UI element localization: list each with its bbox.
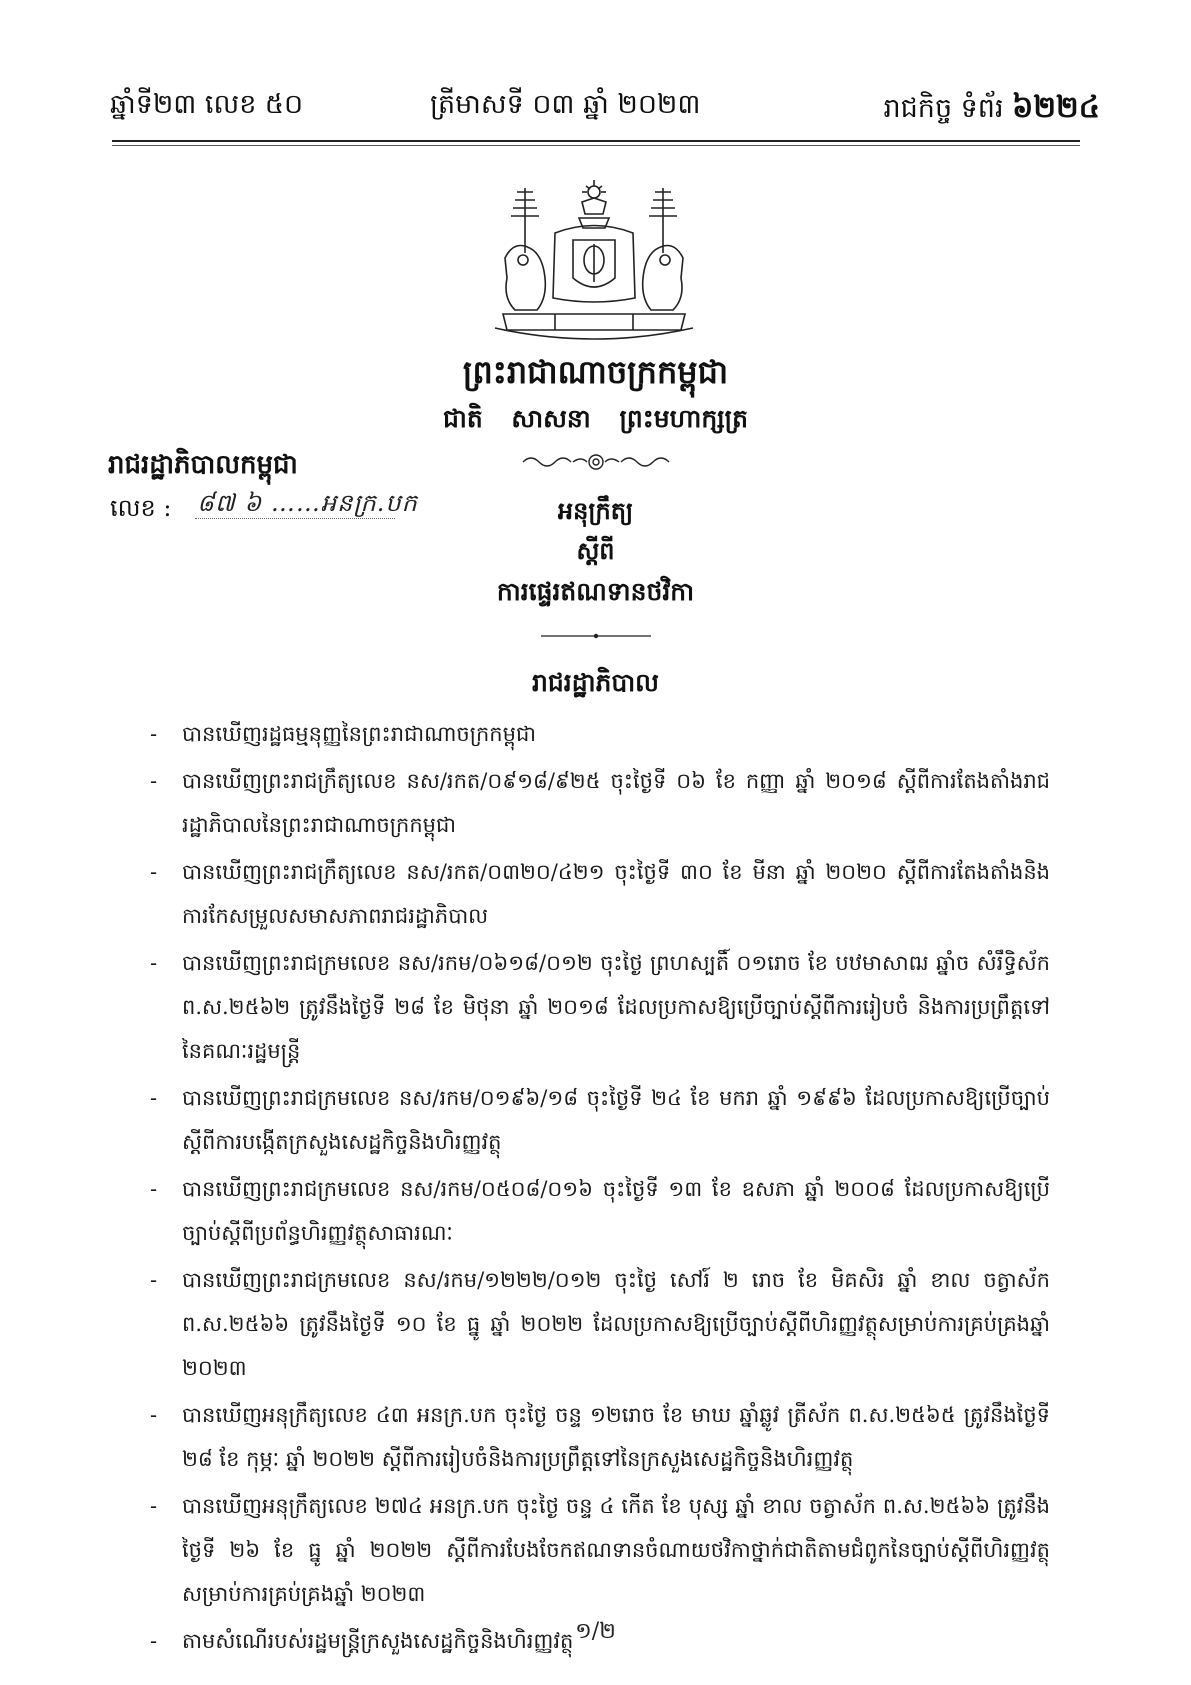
preamble-list	[150, 712, 1050, 1666]
page-number: ១/២	[575, 1619, 616, 1644]
list-bullet: -	[150, 1403, 158, 1427]
preamble-item	[150, 759, 1050, 847]
document-number-handwritten: ៨៧ ៦ ……អនក្រ.បក	[197, 489, 418, 517]
header-divider-thin	[112, 145, 1080, 146]
issuing-authority: រាជរដ្ឋាភិបាលកម្ពុជា	[108, 450, 298, 480]
document-type: អនុក្រឹត្យ	[557, 496, 634, 525]
preamble-text: បានឃើញព្រះរាជក្រមលេខ នស/រកម/០៥០៨/០១៦ ចុះថ្ងៃទី ១៣ ខែ ឧសភា ឆ្នាំ ២០០៨ ដែលប្រកាសឱ្យប្រើច្បាប់ស្តីពីប្រព័ន្ធហិរញ្ញវត្ថុសាធារណៈ	[182, 1177, 1050, 1245]
list-bullet: -	[150, 722, 158, 746]
list-bullet: -	[150, 769, 158, 793]
preamble-text: បានឃើញព្រះរាជក្រឹត្យលេខ នស/រកត/០៣២០/៤២១ ចុះថ្ងៃទី ៣០ ខែ មីនា ឆ្នាំ ២០២០ ស្តីពីការតែងតាំងនិងការកែសម្រួលសមាសភាពរាជរដ្ឋាភិបាល	[182, 860, 1050, 928]
preamble-text: បានឃើញព្រះរាជក្រមលេខ នស/រកម/១២២២/០១២ ចុះថ្ងៃ សៅរ៍ ២ រោច ខែ មិគសិរ ឆ្នាំ ខាល ចត្វាស័ក ព.ស.២៥៦៦ ត្រូវនឹងថ្ងៃទី ១០ ខែ ធ្នូ ឆ្នាំ ២០២២ ដែលប្រកាសឱ្យប្រើច្បាប់ស្តីពីហិរញ្ញវត្ថុសម្រាប់ការគ្រប់គ្រងឆ្នាំ ២០២៣	[182, 1268, 1050, 1380]
preamble-text: បានឃើញរដ្ឋធម្មនុញ្ញនៃព្រះរាជាណាចក្រកម្ពុជា	[182, 722, 536, 746]
list-bullet: -	[150, 951, 158, 975]
preamble-item	[150, 1076, 1050, 1164]
preamble-text: បានឃើញព្រះរាជក្រមលេខ នស/រកម/០៦១៨/០១២ ចុះថ្ងៃ ព្រហស្បតិ៍ ០១រោច ខែ បឋមាសាឍ ឆ្នាំច សំរឹទ្ធិស័ក ព.ស.២៥៦២ ត្រូវនឹងថ្ងៃទី ២៨ ខែ មិថុនា ឆ្នាំ ២០១៨ ដែលប្រកាសឱ្យប្រើច្បាប់ស្តីពីការរៀបចំ និងការប្រព្រឹត្តទៅនៃគណៈរដ្ឋមន្ត្រី	[182, 951, 1050, 1063]
royal-coat-of-arms-icon	[485, 178, 703, 348]
kingdom-motto: ជាតិ សាសនា ព្រះមហាក្សត្រ	[443, 404, 748, 433]
preamble-text: បានឃើញអនុក្រឹត្យលេខ ២៧៤ អនក្រ.បក ចុះថ្ងៃ ចន្ទ ៤ កើត ខែ បុស្ស ឆ្នាំ ខាល ចត្វាស័ក ព.ស.២៥៦៦ ត្រូវនឹងថ្ងៃទី ២៦ ខែ ធ្នូ ឆ្នាំ ២០២២ ស្តីពីការបែងចែកឥណទានចំណាយថវិកាថ្នាក់ជាតិតាមជំពូកនៃច្បាប់ស្តីពីហិរញ្ញវត្ថុសម្រាប់ការគ្រប់គ្រងឆ្នាំ ២០២៣	[182, 1494, 1050, 1606]
kingdom-title: ព្រះរាជាណាចក្រកម្ពុជា	[462, 353, 729, 391]
preamble-item	[150, 1393, 1050, 1481]
document-subject: ការផ្ទេរឥណទានថវិកា	[496, 577, 695, 606]
list-bullet: -	[150, 1494, 158, 1518]
gazette-page-number: ៦២២៤	[1012, 90, 1100, 125]
preamble-item	[150, 941, 1050, 1073]
list-bullet: -	[150, 1086, 158, 1110]
gazette-quarter: ត្រីមាសទី ០៣ ឆ្នាំ ២០២៣	[430, 89, 701, 120]
preamble-item	[150, 1167, 1050, 1255]
header-divider	[112, 140, 1080, 142]
preamble-text: តាមសំណើរបស់រដ្ឋមន្ត្រីក្រសួងសេដ្ឋកិច្ចនិងហិរញ្ញវត្ថុ	[182, 1629, 574, 1653]
preamble-text: បានឃើញព្រះរាជក្រឹត្យលេខ នស/រកត/០៩១៨/៩២៥ ចុះថ្ងៃទី ០៦ ខែ កញ្ញា ឆ្នាំ ២០១៨ ស្តីពីការតែងតាំងរាជរដ្ឋាភិបាលនៃព្រះរាជាណាចក្រកម្ពុជា	[182, 769, 1050, 837]
list-bullet: -	[150, 1177, 158, 1201]
list-bullet: -	[150, 1268, 158, 1292]
divider-ornament-icon	[541, 631, 651, 641]
list-bullet: -	[150, 860, 158, 884]
preamble-text: បានឃើញព្រះរាជក្រមលេខ នស/រកម/០១៩៦/១៨ ចុះថ្ងៃទី ២៤ ខែ មករា ឆ្នាំ ១៩៩៦ ដែលប្រកាសឱ្យប្រើច្បាប់ស្តីពីការបង្កើតក្រសួងសេដ្ឋកិច្ចនិងហិរញ្ញវត្ថុ	[182, 1086, 1050, 1154]
document-about: ស្តីពី	[576, 536, 615, 565]
gazette-page-label: រាជកិច្ច ទំព័រ	[883, 93, 1004, 124]
gazette-header	[110, 88, 1100, 138]
decorative-ornament-icon	[521, 450, 671, 474]
section-heading: រាជរដ្ឋាភិបាល	[532, 668, 659, 697]
document-number-label: លេខ :	[110, 494, 172, 522]
preamble-item	[150, 1258, 1050, 1390]
list-bullet: -	[150, 1629, 158, 1653]
preamble-text: បានឃើញអនុក្រឹត្យលេខ ៤៣ អនក្រ.បក ចុះថ្ងៃ ចន្ទ ១២រោច ខែ មាឃ ឆ្នាំឆ្លូវ ត្រីស័ក ព.ស.២៥៦៥ ត្រូវនឹងថ្ងៃទី ២៨ ខែ កុម្ភៈ ឆ្នាំ ២០២២ ស្តីពីការរៀបចំនិងការប្រព្រឹត្តទៅនៃក្រសួងសេដ្ឋកិច្ចនិងហិរញ្ញវត្ថុ	[182, 1403, 1050, 1471]
gazette-issue: ឆ្នាំទី២៣ លេខ ៥០	[110, 89, 304, 120]
preamble-item	[150, 850, 1050, 938]
preamble-item	[150, 1484, 1050, 1616]
gazette-page-ref	[884, 88, 1100, 132]
preamble-item	[150, 712, 1050, 756]
